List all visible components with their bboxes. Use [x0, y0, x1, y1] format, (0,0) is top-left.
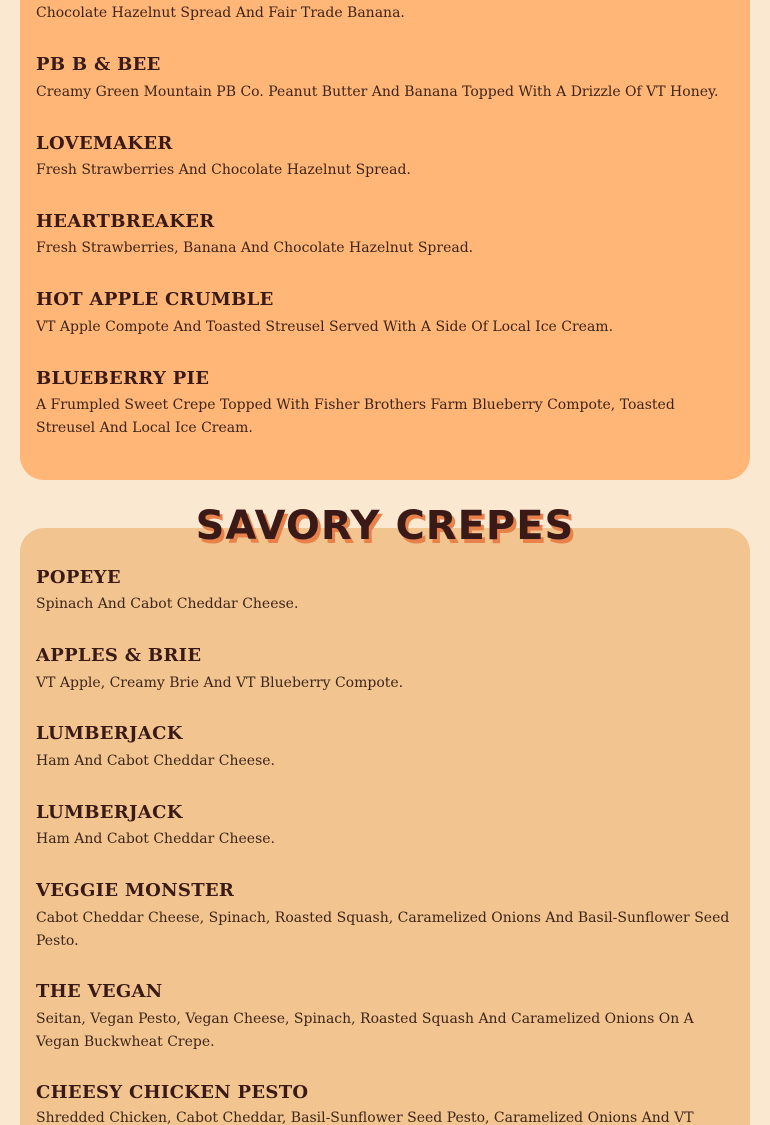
- menu-item-description: Spinach And Cabot Cheddar Cheese.: [36, 596, 299, 612]
- menu-item-name: APPLES & BRIE: [36, 645, 202, 666]
- menu-item-name: HEARTBREAKER: [36, 211, 215, 232]
- menu-item-description: Fresh Strawberries And Chocolate Hazelnut Spread.: [36, 162, 411, 178]
- menu-item-description: Seitan, Vegan Pesto, Vegan Cheese, Spinach, Roasted Squash And Caramelized Onions On A Vegan Buckwheat Crepe.: [36, 1011, 694, 1050]
- menu-item-description: Fresh Strawberries, Banana And Chocolate Hazelnut Spread.: [36, 240, 474, 256]
- menu-item-name: HOT APPLE CRUMBLE: [36, 289, 274, 310]
- menu-item-description: VT Apple, Creamy Brie And VT Blueberry Compote.: [36, 675, 404, 691]
- menu-item-description: Creamy Green Mountain PB Co. Peanut Butter And Banana Topped With A Drizzle Of VT Honey.: [36, 84, 719, 100]
- menu-item-description: Cabot Cheddar Cheese, Spinach, Roasted Squash, Caramelized Onions And Basil-Sunflower Seed Pesto.: [36, 910, 730, 949]
- menu-item-name: POPEYE: [36, 567, 121, 588]
- menu-item-description: A Frumpled Sweet Crepe Topped With Fisher Brothers Farm Blueberry Compote, Toasted Streusel And Local Ice Cream.: [36, 397, 675, 436]
- menu-item-description: Ham And Cabot Cheddar Cheese.: [36, 753, 275, 769]
- menu-item-name: BLUEBERRY PIE: [36, 368, 210, 389]
- menu-item-name: THE VEGAN: [36, 981, 163, 1002]
- menu-item-name: VEGGIE MONSTER: [36, 880, 235, 901]
- menu-item-description: Shredded Chicken, Cabot Cheddar, Basil-Sunflower Seed Pesto, Caramelized Onions And VT: [36, 1110, 694, 1125]
- menu-item-description: Ham And Cabot Cheddar Cheese.: [36, 831, 275, 847]
- menu-item-name: CHEESY CHICKEN PESTO: [36, 1082, 309, 1103]
- menu-item-name: LUMBERJACK: [36, 802, 183, 823]
- menu-item-description: VT Apple Compote And Toasted Streusel Served With A Side Of Local Ice Cream.: [36, 319, 614, 335]
- menu-item-description: Chocolate Hazelnut Spread And Fair Trade Banana.: [36, 5, 405, 21]
- menu-item-name: PB B & BEE: [36, 54, 161, 75]
- menu-item-name: LOVEMAKER: [36, 133, 173, 154]
- menu-item-name: LUMBERJACK: [36, 723, 183, 744]
- section-title-savory-crepes: SAVORY CREPES: [195, 503, 575, 549]
